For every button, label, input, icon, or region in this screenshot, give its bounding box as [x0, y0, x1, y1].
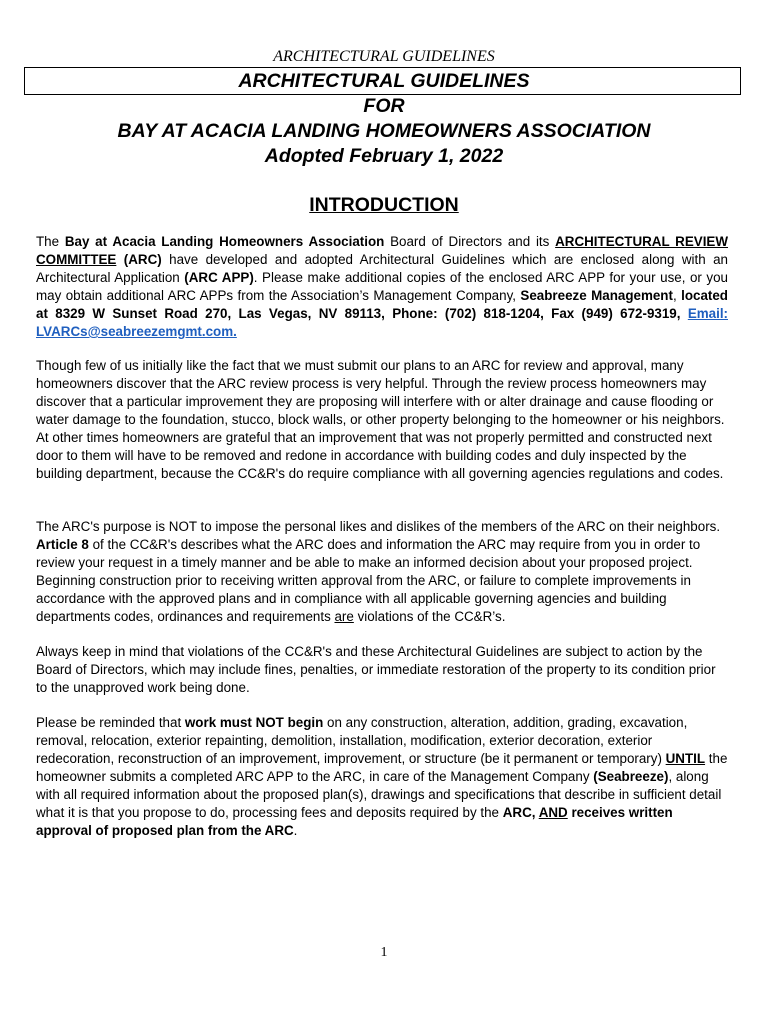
title-line-4: Adopted February 1, 2022	[264, 145, 504, 167]
paragraph-2: Though few of us initially like the fact that we must submit our plans to an ARC for review and approval, many homeowners discover that the ARC review process is very helpful. Through the review process homeowners may discover that a particular improvement they are proposing will interfere with or alter drainage and cause flooding or water damage to the foundation, stucco, block walls, or other property belonging to the homeowner or his neighbors. At other times homeowners are grateful that an improvement that was not properly permitted and constructed next door to them will have to be removed and redone in accordance with building codes and duly inspected by the building department, because the CC&R's do require compliance with all governing agencies regulations and codes.	[36, 358, 725, 481]
title-line-1: ARCHITECTURAL GUIDELINES	[238, 70, 530, 92]
paragraph-1: The Bay at Acacia Landing Homeowners Association Board of Directors and its ARCHITECTURAL REVIEW COMMITTEE (ARC) have developed and adopted Architectural Guidelines which are enclosed along with an Architectural Application (ARC APP). Please make additional copies of the enclosed ARC APP for your use, or you may obtain additional ARC APPs from the Association’s Management Company, Seabreeze Management, located at 8329 W Sunset Road 270, Las Vegas, NV 89113, Phone: (702) 818-1204, Fax (949) 672-9319, Email: LVARCs@seabreezemgmt.com.	[36, 234, 729, 339]
title-line-3: BAY AT ACACIA LANDING HOMEOWNERS ASSOCIATION	[117, 120, 651, 142]
running-header: ARCHITECTURAL GUIDELINES	[273, 48, 495, 65]
paragraph-3: The ARC's purpose is NOT to impose the personal likes and dislikes of the members of the ARC on their neighbors. Article 8 of the CC&R's describes what the ARC does and information the ARC may require from you in order to review your request in a timely manner and be able to make an informed decision about your proposed project. Beginning construction prior to receiving written approval from the ARC, or failure to complete improvements in accordance with the approved plans and in compliance with all applicable governing agencies and building departments codes, ordinances and requirements are violations of the CC&R’s.	[36, 519, 721, 624]
paragraph-5: Please be reminded that work must NOT begin on any construction, alteration, addition, grading, excavation, removal, relocation, exterior repainting, demolition, installation, modification, exterior decoration, exterior redecoration, reconstruction of an improvement, improvement, or structure (be it permanent or temporary) UNTIL the homeowner submits a completed ARC APP to the ARC, in care of the Management Company (Seabreeze), along with all required information about the proposed plan(s), drawings and specifications that describe in sufficient detail what it is that you propose to do, processing fees and deposits required by the ARC, AND receives written approval of proposed plan from the ARC.	[36, 715, 728, 838]
title-line-2: FOR	[363, 95, 405, 117]
paragraph-4: Always keep in mind that violations of the CC&R's and these Architectural Guidelines are subject to action by the Board of Directors, which may include fines, penalties, or immediate restoration of the property to its condition prior to the unapproved work being done.	[36, 644, 716, 695]
document-title	[0, 69, 768, 169]
section-heading: INTRODUCTION	[309, 194, 459, 216]
page-number: 1	[380, 945, 388, 960]
email-link[interactable]: Email: LVARCs@seabreezemgmt.com.	[36, 306, 728, 339]
